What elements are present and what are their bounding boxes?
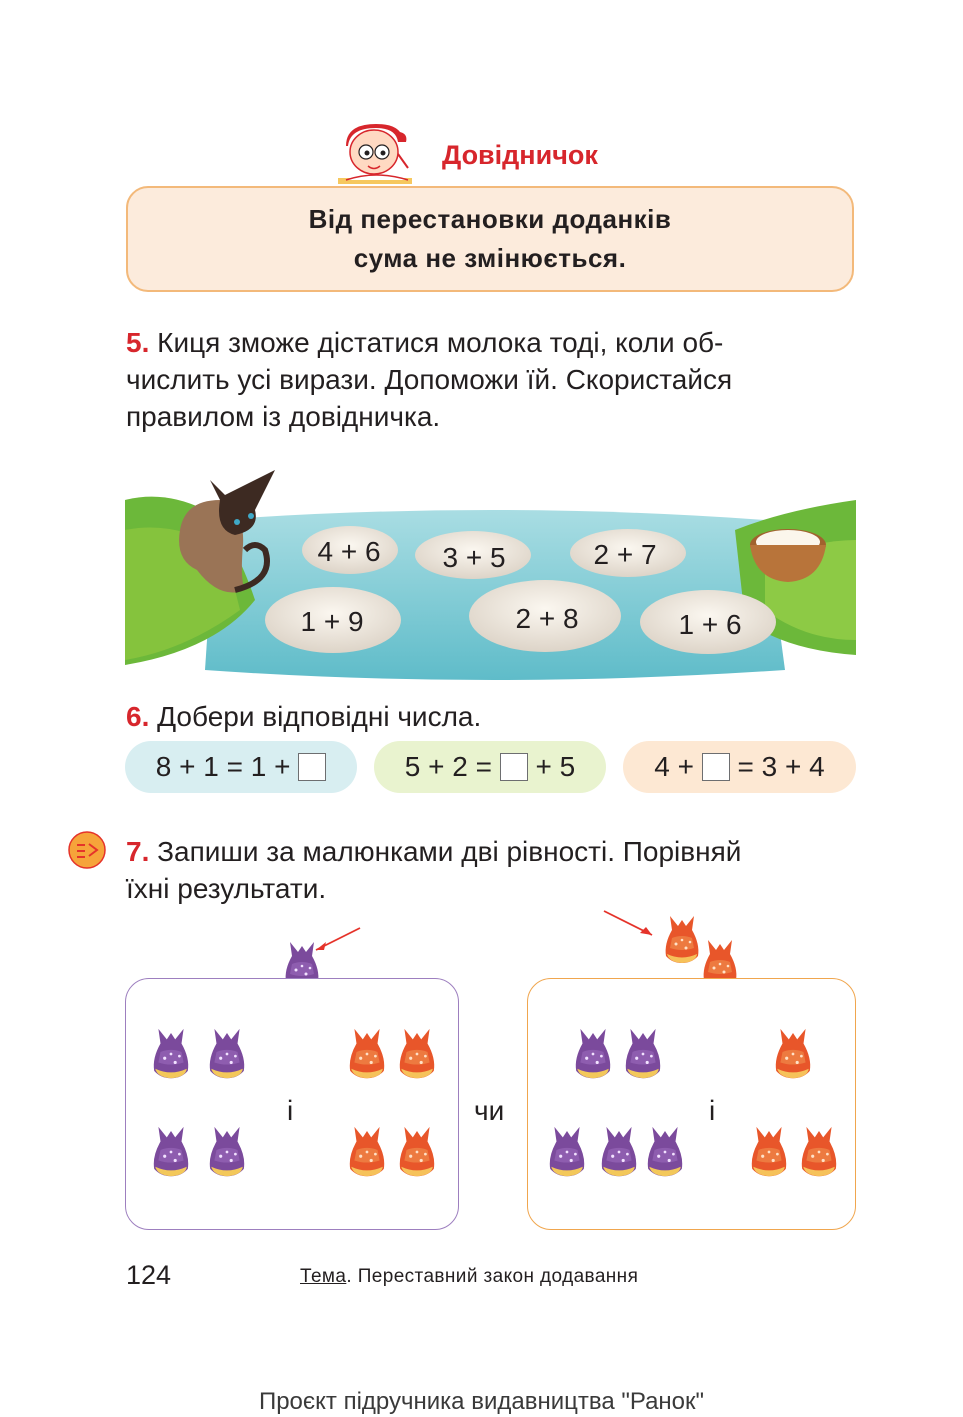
task-5-line-3: правилом із довідничка. — [126, 401, 441, 432]
stone-expr-4: 1 + 9 — [300, 606, 364, 637]
and-label-2: і — [709, 1095, 716, 1126]
task-7-number: 7. — [126, 836, 150, 867]
topic-text: . Переставний закон додавання — [346, 1266, 639, 1287]
equation-pill-1 — [125, 741, 357, 793]
equation-3-right: = 3 + 4 — [737, 751, 825, 782]
equation-pill-3 — [623, 741, 856, 793]
equation-pill-2 — [374, 741, 606, 793]
task-7 — [126, 833, 856, 907]
pond-illustration — [125, 450, 856, 690]
and-label-1: і — [287, 1095, 294, 1126]
topic-label: Тема — [300, 1266, 347, 1287]
answer-box-2[interactable] — [500, 753, 528, 781]
reference-title: Довідничок — [442, 140, 598, 170]
creative-task-icon — [67, 830, 107, 870]
or-label: чи — [474, 1095, 505, 1126]
topic-line — [300, 1266, 638, 1288]
equation-2-right: + 5 — [535, 751, 576, 782]
answer-box-1[interactable] — [298, 753, 326, 781]
pouches-group-1 — [150, 1025, 450, 1180]
task-5-number: 5. — [126, 327, 150, 358]
task-7-line-1: Запиши за малюнками дві рівності. Порівняй — [157, 836, 742, 867]
equation-2-left: 5 + 2 = — [404, 751, 492, 782]
task-6-number: 6. — [126, 701, 150, 732]
stone-expr-3: 2 + 7 — [593, 539, 657, 570]
task-6 — [126, 698, 856, 735]
task-6-text: Добери відповідні числа. — [157, 701, 482, 732]
task-5-line-2: числить усі вирази. Допоможи їй. Скористайся — [126, 364, 733, 395]
stone-expr-5: 2 + 8 — [515, 603, 579, 634]
equation-1-left: 8 + 1 = 1 + — [155, 751, 291, 782]
mascot-reader-icon — [336, 124, 426, 188]
rule-line-1: Від перестановки доданків — [308, 204, 672, 234]
task-5 — [126, 324, 856, 435]
stone-expr-6: 1 + 6 — [678, 609, 742, 640]
equation-3-left: 4 + — [654, 751, 694, 782]
project-note: Проєкт підручника видавництва "Ранок" — [258, 1388, 705, 1415]
pouches-group-2 — [546, 1025, 846, 1180]
task-5-line-1: Киця зможе дістатися молока тоді, коли об- — [157, 327, 724, 358]
task-7-line-2: їхні результати. — [126, 873, 327, 904]
rule-line-2: сума не змінюється. — [353, 243, 627, 273]
page-number: 124 — [126, 1260, 172, 1290]
answer-box-3[interactable] — [702, 753, 730, 781]
stone-expr-1: 4 + 6 — [317, 536, 381, 567]
stone-expr-2: 3 + 5 — [442, 542, 506, 573]
rule-box — [126, 186, 854, 292]
